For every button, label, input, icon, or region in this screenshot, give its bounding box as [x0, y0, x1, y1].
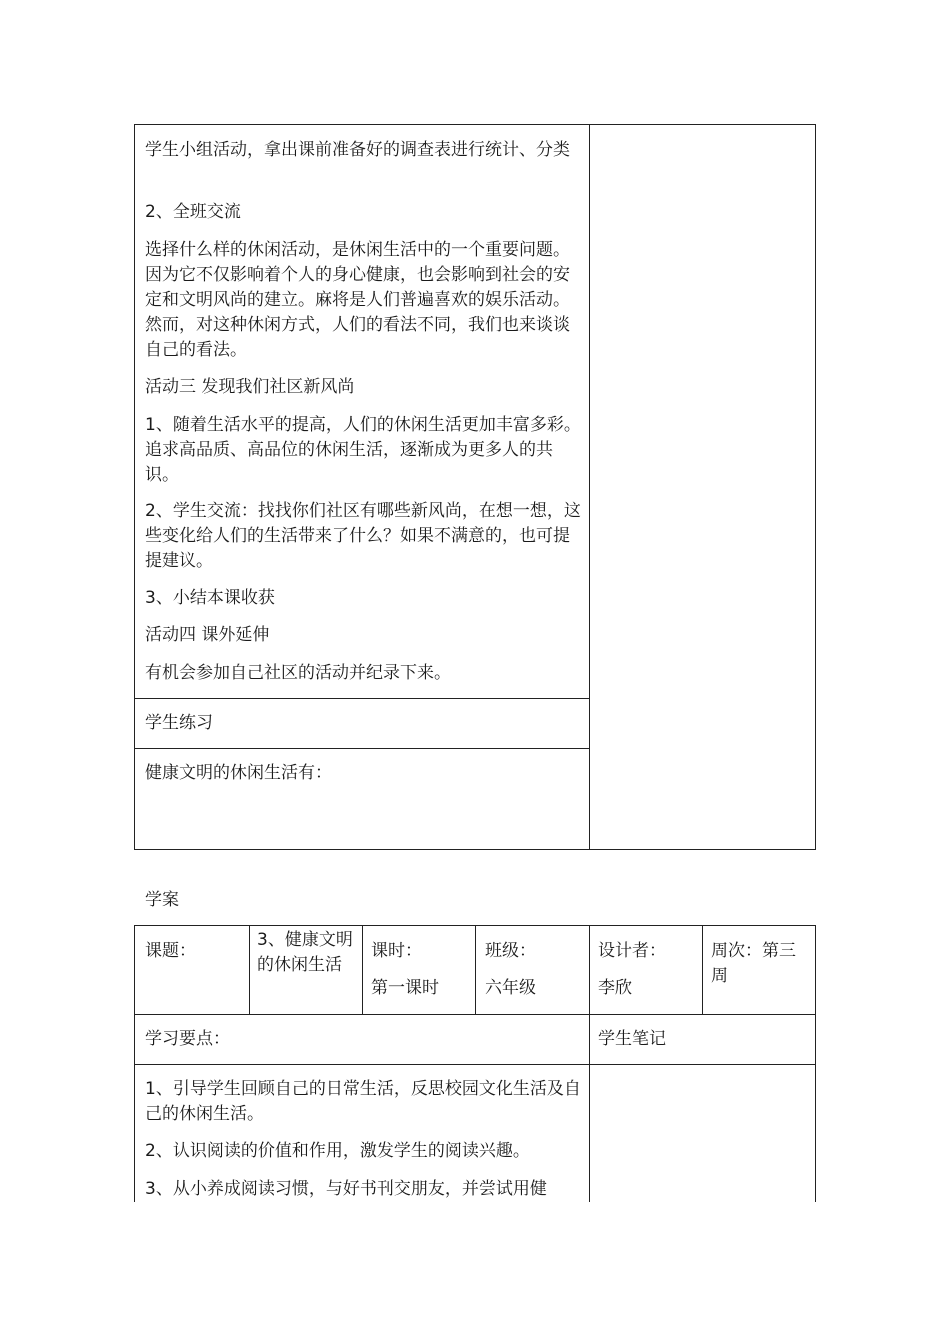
row-divider	[135, 1014, 815, 1015]
study-plan-table	[134, 925, 816, 1202]
week-label: 周次：第三周	[711, 941, 796, 986]
section-caption: 学案	[145, 890, 179, 910]
column-divider	[475, 926, 476, 1014]
activity-paragraph: 学生小组活动，拿出课前准备好的调查表进行统计、分类	[145, 140, 570, 160]
practice-text: 健康文明的休闲生活有：	[145, 763, 332, 783]
activity-paragraph: 3、小结本课收获	[145, 588, 275, 608]
column-divider	[589, 125, 590, 849]
activity-paragraph: 1、随着生活水平的提高，人们的休闲生活更加丰富多彩。追求高品质、高品位的休闲生活，逐渐成为更多人的共识。	[145, 415, 581, 485]
key-point-item: 2、认识阅读的价值和作用，激发学生的阅读兴趣。	[145, 1141, 530, 1161]
key-point-item: 3、从小养成阅读习惯，与好书刊交朋友，并尝试用健	[145, 1179, 547, 1199]
grade-label: 班级：	[485, 941, 536, 961]
notes-label: 学生笔记	[598, 1029, 666, 1049]
practice-label: 学生练习	[145, 713, 213, 733]
activity-heading: 活动三 发现我们社区新风尚	[145, 377, 355, 397]
lesson-activities-table	[134, 124, 816, 850]
column-divider	[362, 926, 363, 1014]
activity-heading: 活动四 课外延伸	[145, 625, 270, 645]
row-divider	[135, 1064, 815, 1065]
designer-label: 设计者：	[598, 941, 666, 961]
row-divider	[135, 748, 589, 749]
topic-label: 课题：	[145, 941, 196, 961]
activity-paragraph: 选择什么样的休闲活动，是休闲生活中的一个重要问题。因为它不仅影响着个人的身心健康，也会影响到社会的安定和文明风尚的建立。麻将是人们普遍喜欢的娱乐活动。然而，对这种休闲方式，人们的看法不同，我们也来谈谈自己的看法。	[145, 240, 570, 360]
topic-value: 3、健康文明的休闲生活	[257, 930, 353, 975]
period-value: 第一课时	[371, 978, 439, 998]
key-point-item: 1、引导学生回顾自己的日常生活，反思校园文化生活及自己的休闲生活。	[145, 1079, 581, 1124]
activity-paragraph: 有机会参加自己社区的活动并纪录下来。	[145, 663, 451, 683]
activity-paragraph: 2、全班交流	[145, 202, 241, 222]
activity-paragraph: 2、学生交流：找找你们社区有哪些新风尚，在想一想，这些变化给人们的生活带来了什么？如果不满意的，也可提提建议。	[145, 501, 581, 571]
grade-value: 六年级	[485, 978, 536, 998]
column-divider	[702, 926, 703, 1014]
row-divider	[135, 698, 589, 699]
key-points-label: 学习要点：	[145, 1029, 230, 1049]
designer-value: 李欣	[598, 978, 632, 998]
period-label: 课时：	[371, 941, 422, 961]
column-divider	[249, 926, 250, 1014]
